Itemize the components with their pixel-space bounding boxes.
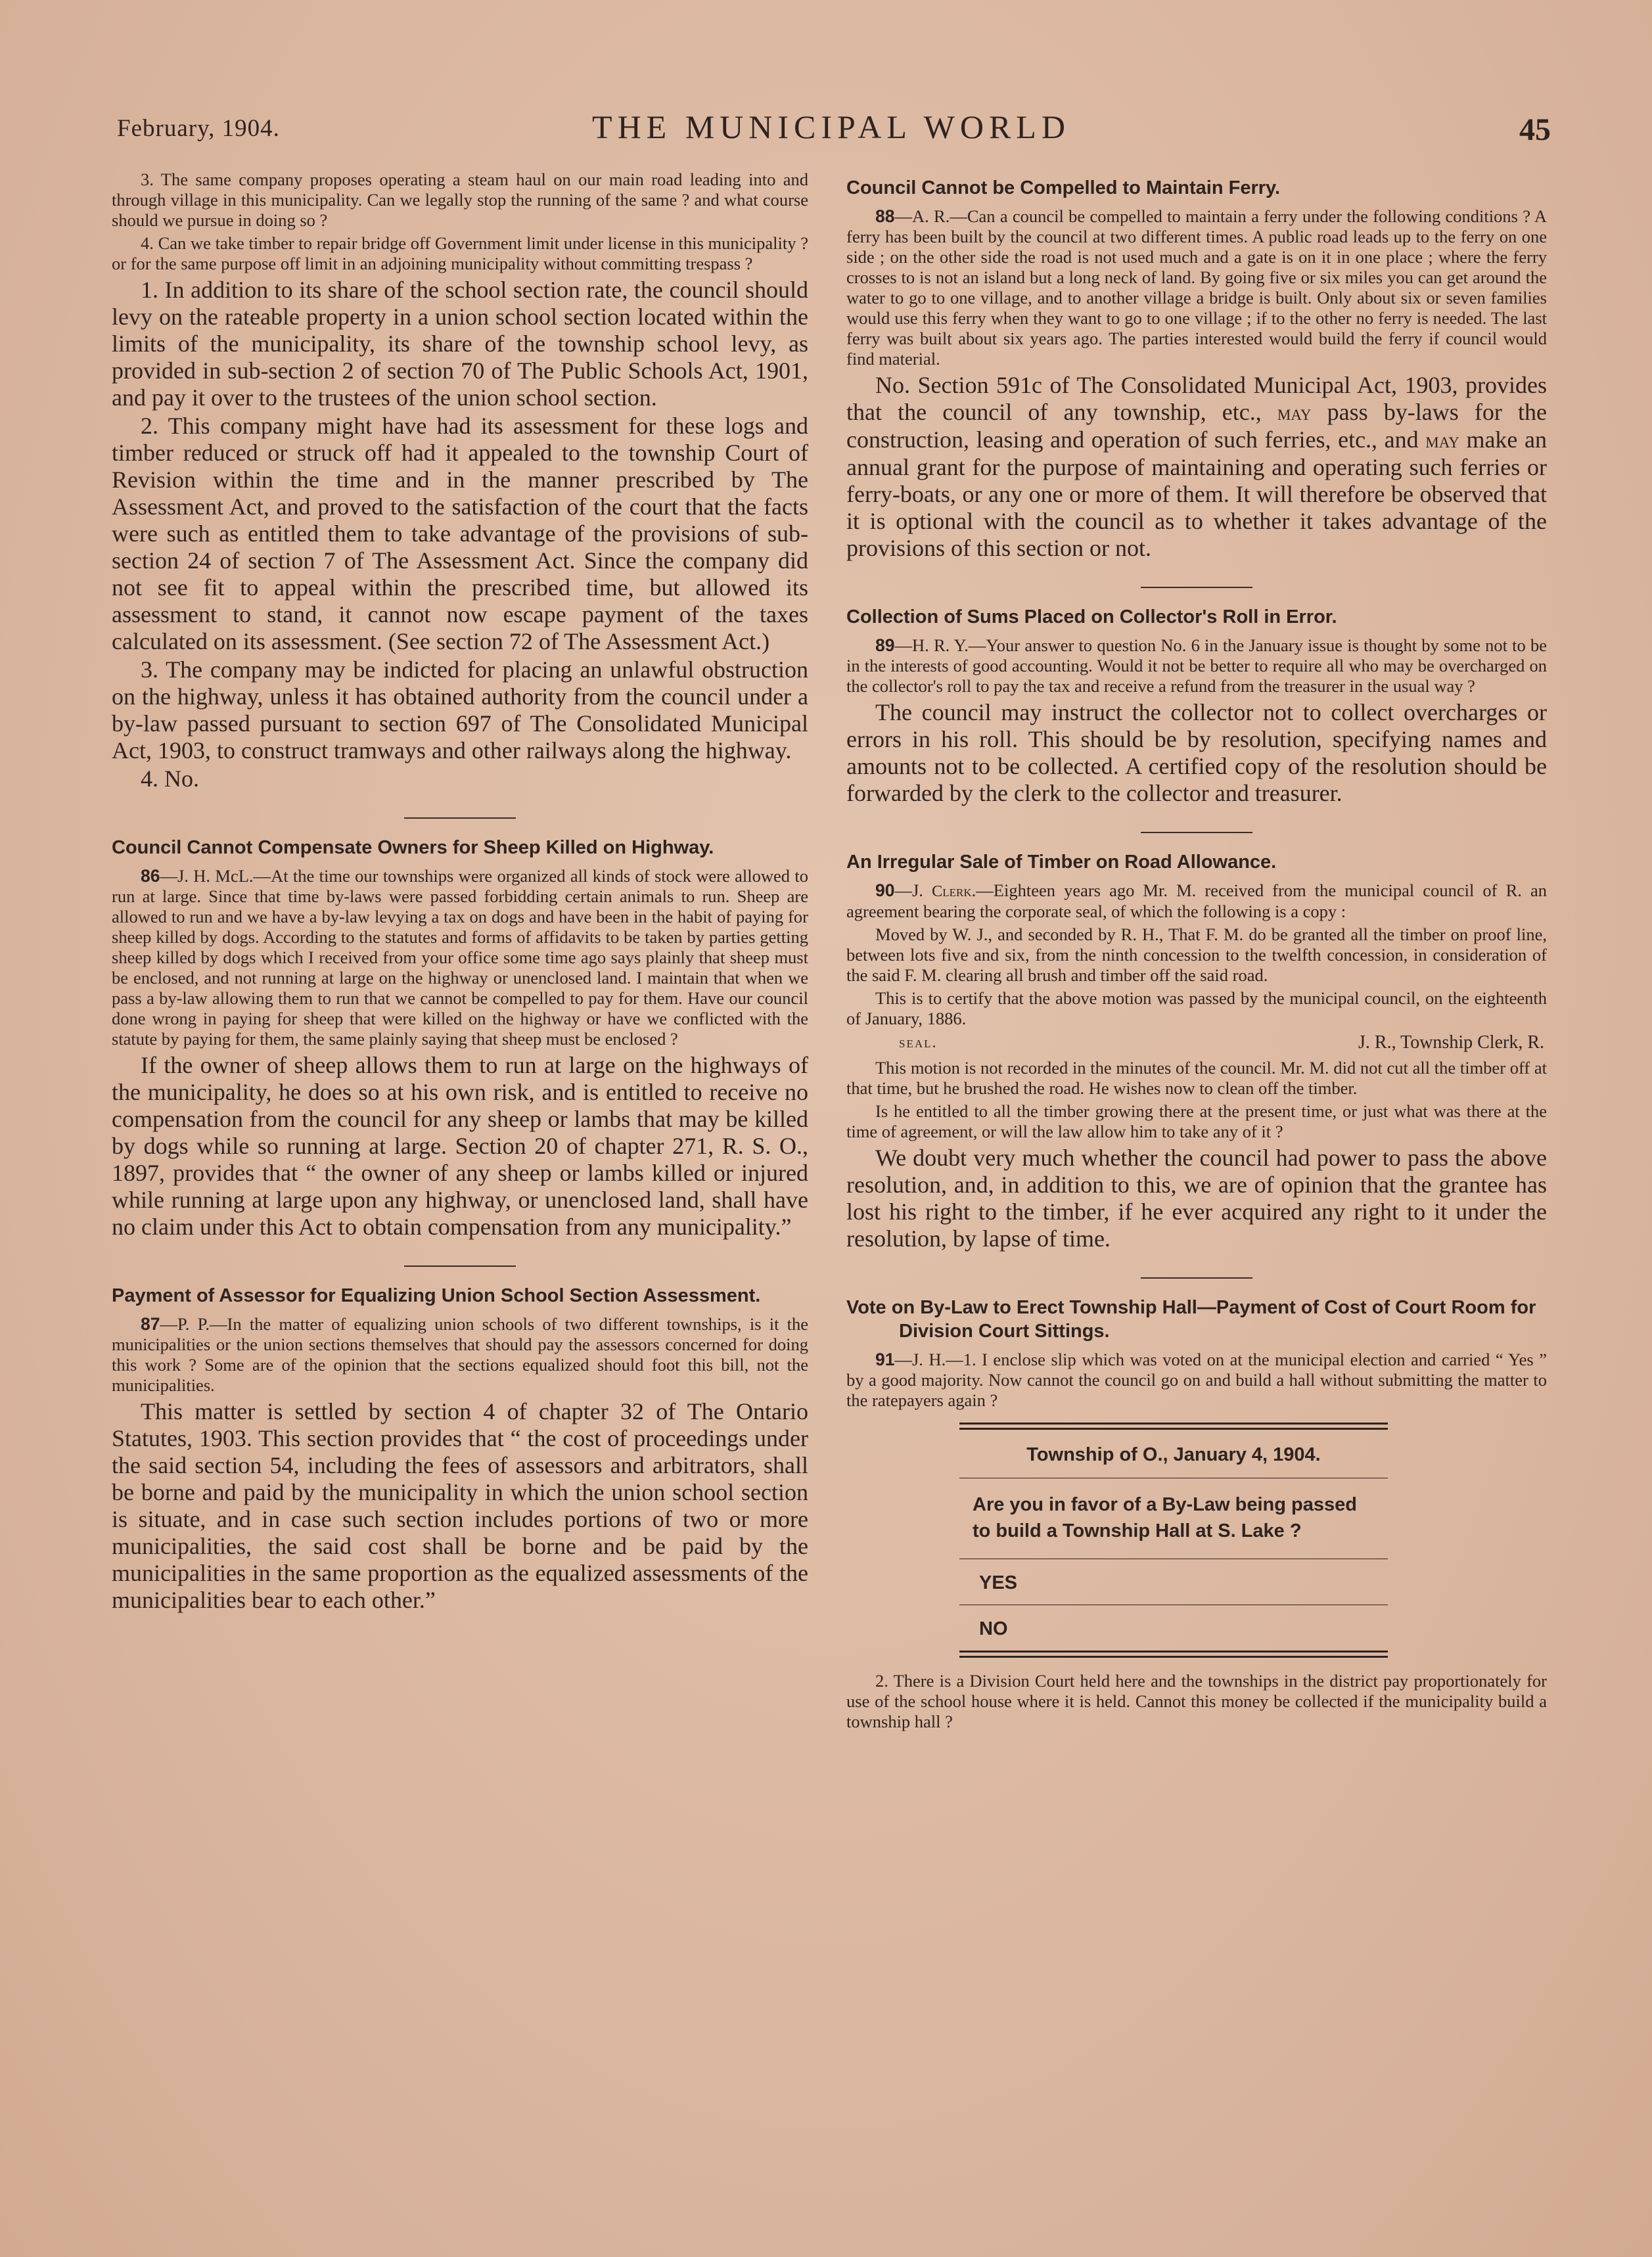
answer-3: 3. The company may be indicted for placing an unlawful obstruction on the highway, unless it has obtained authority from the council under a by-law passed pursuant to section 697 of The Consolidated Municipal Act, 1903, to construct tramways and other railways along the highway. bbox=[112, 656, 808, 764]
answer-89: The council may instruct the collector not to collect overcharges or errors in his roll. This should be by resolution, specifying names and amounts not to be collected. A certified copy of the resolution should be forwarded by the clerk to the collector and treasurer. bbox=[846, 699, 1547, 806]
page-number: 45 bbox=[1519, 112, 1551, 147]
answer-text: No. Section 591c of The Consolidated Municipal Act, 1903, provides that the council of any township, etc., bbox=[846, 372, 1547, 425]
question-4: 4. Can we take timber to repair bridge off Government limit under license in this municipality ? or for the same purpose off limit in an adjoining municipality without committing trespass ? bbox=[112, 233, 808, 273]
query-number: 88 bbox=[875, 206, 895, 226]
page-header bbox=[112, 105, 1551, 158]
query-number: 90 bbox=[875, 880, 895, 900]
answer-text: make an annual grant for the purpose of maintaining and operating such ferries or ferry-boats, or any one or more of them. It will therefore be observed that it is optional with the council as to whether it takes advantage of the provisions of this section or not. bbox=[846, 426, 1547, 561]
query-number: 89 bbox=[875, 635, 895, 655]
ballot-option-no: NO bbox=[979, 1618, 1008, 1639]
answer-86: If the owner of sheep allows them to run at large on the highways of the municipality, he does so at his own risk, and is entitled to receive no compensation from the council for any sheep or lambs that may be killed by dogs while so running at large. Section 20 of chapter 271, R. S. O., 1897, provides that “ the owner of any sheep or lambs killed or injured while running at large upon any highway, or unenclosed land, shall have no claim under this Act to obtain compensation from any municipality.” bbox=[112, 1052, 808, 1240]
query-90 bbox=[846, 880, 1547, 922]
query-author: —J. H. McL.— bbox=[160, 866, 271, 886]
query-91 bbox=[846, 1350, 1547, 1411]
question-3: 3. The same company proposes operating a steam haul on our main road leading into and through village in this municipality. Can we legally stop the running of the same ? and what course should we pursue in doing so ? bbox=[112, 170, 808, 230]
query-87 bbox=[112, 1314, 808, 1396]
query-text: Can a council be compelled to maintain a ferry under the following conditions ? A ferry has been built by the council at two different times. A public road leads up to the ferry on one side ; on the other side the road is not used much and a gate is on it in one place ; where the ferry crosses to is not an island but a long neck of land. By going five or six miles you can get around the water to go to one village, and to another village a bridge is built. Only about six or seven families would use this ferry when they want to go to one village ; if to the other no ferry is needed. The last ferry was built about six years ago. The parties interested would build the ferry if council would find material. bbox=[846, 206, 1547, 369]
query-number: 86 bbox=[141, 866, 160, 886]
certification: This is to certify that the above motion was passed by the municipal council, on the eighteenth of January, 1886. bbox=[846, 988, 1547, 1028]
query-text: In the matter of equalizing union schools of two different townships, is it the municipalities or the union sections themselves that should pay the assessors concerned for doing this work ? Some are of the opinion that the sections equalized should foot this bill, not the municipalities. bbox=[112, 1314, 809, 1395]
query-author-end: .— bbox=[971, 880, 994, 900]
emphasis-may: may bbox=[1277, 401, 1312, 425]
ballot-question: Are you in favor of a By-Law being passed to build a Township Hall at S. Lake ? bbox=[959, 1478, 1388, 1559]
query-author: —A. R.— bbox=[894, 206, 967, 226]
query-90-question: Is he entitled to all the timber growing there at the present time, or just what was there at the time of agreement, or will the law allow him to take any of it ? bbox=[846, 1101, 1547, 1141]
query-author: —H. R. Y.— bbox=[894, 635, 986, 655]
query-author: —P. P.— bbox=[160, 1314, 227, 1334]
heading-87: Payment of Assessor for Equalizing Union School Section Assessment. bbox=[112, 1285, 761, 1306]
heading-89: Collection of Sums Placed on Collector's Roll in Error. bbox=[846, 606, 1337, 627]
emphasis-may: may bbox=[1425, 428, 1459, 453]
query-author: —J. H.— bbox=[894, 1350, 963, 1369]
publication-title: THE MUNICIPAL WORLD bbox=[592, 108, 1070, 145]
heading-91: Vote on By-Law to Erect Township Hall—Payment of Cost of Court Room for Division Court Sittings. bbox=[846, 1297, 1536, 1342]
answer-87: This matter is settled by section 4 of chapter 32 of The Ontario Statutes, 1903. This section provides that “ the cost of proceedings under the said section 54, including the fees of assessors and arbitrators, shall be borne and paid by the municipality in which the union school section is situate, and in case such section includes portions of two or more municipalities, the said cost shall be borne and be paid by the municipalities in the same proportion as the equalized assessments of the municipalities bear to each other.” bbox=[112, 1398, 808, 1613]
query-text: 1. I enclose slip which was voted on at the municipal election and carried “ Yes ” by a good majority. Now cannot the council go on and build a hall without submitting the matter to the ratepayers again ? bbox=[846, 1350, 1547, 1410]
answer-88 bbox=[846, 372, 1547, 562]
query-86 bbox=[112, 866, 808, 1049]
query-number: 87 bbox=[141, 1314, 160, 1334]
query-text: Eighteen years ago Mr. M. received from the municipal council of R. an agreement bearing the corporate seal, of which the following is a copy : bbox=[846, 880, 1547, 921]
section-divider bbox=[1141, 832, 1252, 833]
seal-signature-line bbox=[846, 1032, 1547, 1054]
query-number: 91 bbox=[875, 1350, 895, 1369]
ballot-bottom-rule bbox=[959, 1651, 1388, 1658]
query-text: Your answer to question No. 6 in the January issue is thought by some not to be in the interests of good accounting. Would it not be better to require all who may be overcharged on the collector's roll to pay the tax and receive a refund from the treasurer in the usual way ? bbox=[846, 635, 1547, 696]
section-divider bbox=[404, 1265, 516, 1267]
ballot-slip bbox=[959, 1423, 1388, 1658]
heading-90: An Irregular Sale of Timber on Road Allowance. bbox=[846, 852, 1277, 873]
query-88 bbox=[846, 206, 1547, 369]
answer-1: 1. In addition to its share of the school section rate, the council should levy on the rateable property in a union school section located within the limits of the municipality, its share of the township school levy, as provided in sub-section 2 of section 70 of The Public Schools Act, 1901, and pay it over to the trustees of the union school section. bbox=[112, 277, 808, 411]
answer-90: We doubt very much whether the council had power to pass the above resolution, and, in addition to this, we are of opinion that the grantee has lost his right to the timber, if he ever acquired any right to it under the resolution, by lapse of time. bbox=[846, 1145, 1547, 1252]
answer-text: pass by-laws for the construction, leasing and operation of such ferries, etc., and bbox=[846, 399, 1547, 453]
heading-88: Council Cannot be Compelled to Maintain Ferry. bbox=[846, 177, 1281, 198]
query-89 bbox=[846, 635, 1547, 696]
query-author-title: Clerk bbox=[932, 882, 972, 900]
query-90-note: This motion is not recorded in the minutes of the council. Mr. M. did not cut all the timber off at that time, but he brushed the road. He wishes now to clean off the timber. bbox=[846, 1058, 1547, 1098]
seal-label: seal. bbox=[899, 1034, 938, 1051]
query-91-part-2: 2. There is a Division Court held here and the townships in the district pay proportionately for use of the school house where it is held. Cannot this money be collected if the municipality build a township hall ? bbox=[846, 1671, 1547, 1731]
left-column bbox=[112, 170, 808, 1615]
section-divider bbox=[1141, 1277, 1252, 1279]
ballot-top-rule bbox=[959, 1423, 1388, 1430]
answer-4: 4. No. bbox=[141, 765, 199, 792]
query-author: —J. bbox=[894, 880, 932, 900]
heading-86: Council Cannot Compensate Owners for Sheep Killed on Highway. bbox=[112, 837, 714, 858]
answer-2: 2. This company might have had its assessment for these logs and timber reduced or struck off had it appealed to the township Court of Revision within the time and in the manner prescribed by The Assessment Act, and proved to the satisfaction of the court that the facts were such as entitled them to take advantage of the provisions of sub-section 24 of section 7 of The Assessment Act. Since the company did not see fit to appeal within the prescribed time, but allowed its assessment to stand, it cannot now escape payment of the taxes calculated on its assessment. (See section 72 of The Assessment Act.) bbox=[112, 413, 808, 654]
clerk-signature: J. R., Township Clerk, R. bbox=[1358, 1032, 1544, 1053]
quoted-motion: Moved by W. J., and seconded by R. H., That F. M. do be granted all the timber on proof line, between lots five and six, from the ninth concession to the twelfth concession, in consideration of the said F. M. clearing all brush and timber off the said road. bbox=[846, 924, 1547, 985]
right-column bbox=[846, 170, 1547, 1735]
section-divider bbox=[404, 817, 516, 819]
section-divider bbox=[1141, 587, 1252, 588]
issue-date: February, 1904. bbox=[117, 115, 280, 142]
ballot-title: Township of O., January 4, 1904. bbox=[959, 1430, 1388, 1478]
ballot-option-yes: YES bbox=[959, 1559, 1388, 1605]
query-text: At the time our townships were organized all kinds of stock were allowed to run at large. Since that time by-laws were passed forbidding certain animals to run. Sheep are allowed to run and we have a by-law levying a tax on dogs and have been in the habit of paying for sheep killed by dogs. According to the statutes and forms of affidavits to be taken by parties getting sheep killed by dogs which I received from your office some time ago says plainly that sheep must be enclosed, and not running at large on the highway or unenclosed land. I maintain that when we pass a by-law allowing them to run that we cannot be compelled to pay for them. Have our council done wrong in paying for sheep that were killed on the highway or have we conflicted with the statute by paying for them, the same plainly saying that sheep must be enclosed ? bbox=[112, 866, 808, 1049]
